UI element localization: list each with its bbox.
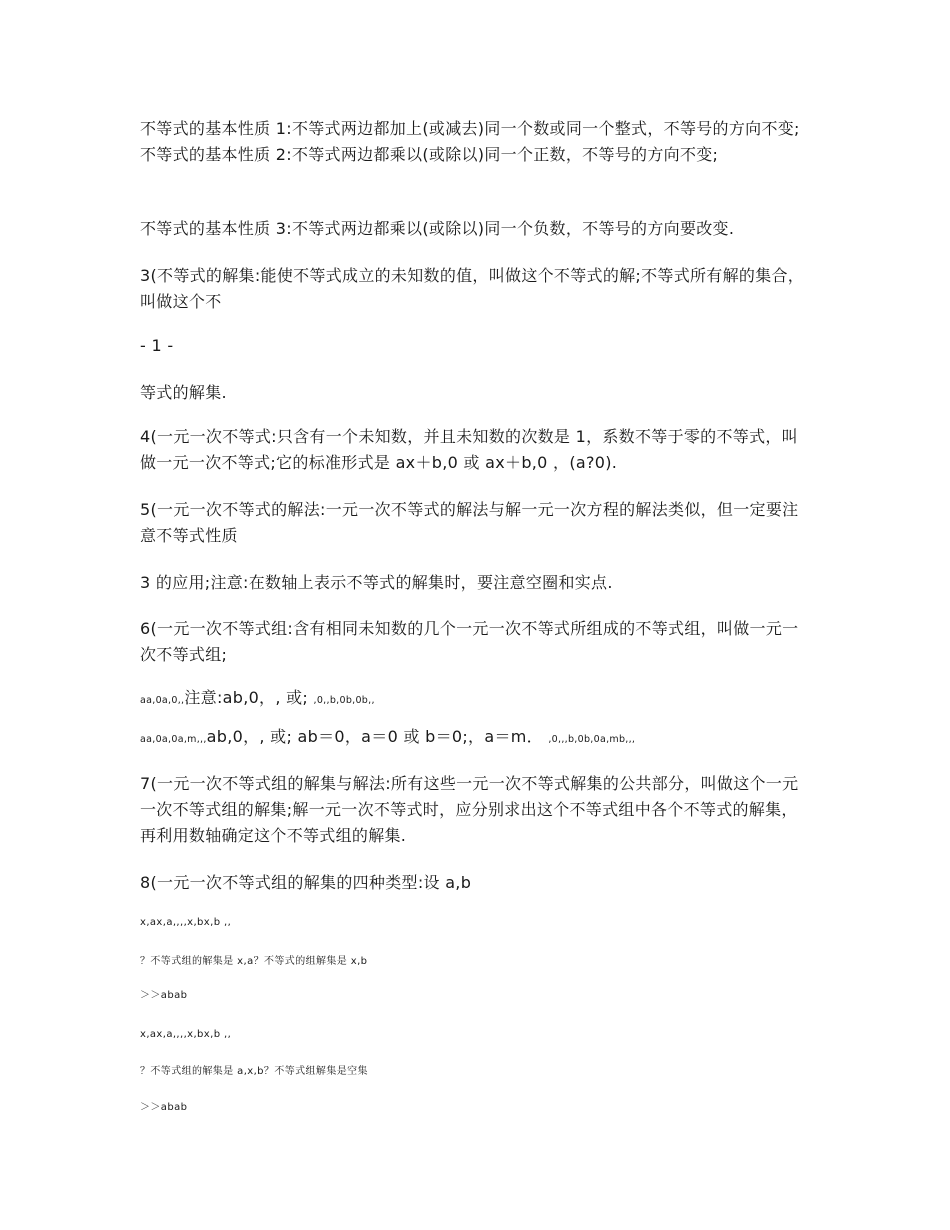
formula-line-1-subscripts: aa,0a,0,,: [140, 695, 185, 706]
small-line-6: ＞＞abab: [140, 1102, 188, 1113]
paragraph-solving-method: 5(一元一次不等式的解法:一元一次不等式的解法与解一元一次方程的解法类似，但一定要注意不等式性质: [140, 500, 799, 545]
formula-line-1: [140, 685, 812, 714]
small-line-1: x,ax,a,,,,x,bx,b ,,: [140, 917, 232, 928]
formula-line-2-subscripts: aa,0a,0a,m,,,: [140, 734, 207, 745]
paragraph-four-types: 8(一元一次不等式组的解集的四种类型:设 a,b: [140, 873, 472, 892]
small-line-2: ？不等式组的解集是 x,a？不等式的组解集是 x,b: [140, 956, 368, 967]
formula-line-2: [140, 724, 812, 753]
small-line-5: ？不等式组的解集是 a,x,b？不等式组解集是空集: [140, 1066, 368, 1077]
paragraph-property-1-2: 不等式的基本性质 1:不等式两边都加上(或减去)同一个数或同一个整式，不等号的方向不变; 不等式的基本性质 2:不等式两边都乘以(或除以)同一个正数，不等号的方向不变;: [140, 119, 800, 164]
paragraph-property-3: 不等式的基本性质 3:不等式两边都乘以(或除以)同一个负数，不等号的方向要改变.: [140, 219, 735, 238]
page-number: - 1 -: [140, 336, 174, 355]
formula-line-1-main: 注意:ab,0，, 或;: [184, 688, 309, 707]
paragraph-system-solution: 7(一元一次不等式组的解集与解法:所有这些一元一次不等式解集的公共部分，叫做这个一元一次不等式组的解集;解一元一次不等式时，应分别求出这个不等式组中各个不等式的解集，再利用数轴确定这个不等式组的解集.: [140, 774, 799, 845]
small-line-4: x,ax,a,,,,x,bx,b ,,: [140, 1029, 232, 1040]
small-line-3: ＞＞abab: [140, 990, 188, 1001]
paragraph-linear-inequality: 4(一元一次不等式:只含有一个未知数，并且未知数的次数是 1，系数不等于零的不等式，叫做一元一次不等式;它的标准形式是 ax＋b,0 或 ax＋b,0 ，(a?0).: [140, 427, 798, 472]
paragraph-solution-set-end: 等式的解集.: [140, 383, 227, 402]
paragraph-number-line-note: 3 的应用;注意:在数轴上表示不等式的解集时，要注意空圈和实点.: [140, 573, 613, 592]
paragraph-solution-set-definition: 3(不等式的解集:能使不等式成立的未知数的值，叫做这个不等式的解;不等式所有解的集合，叫做这个不: [140, 266, 805, 311]
paragraph-inequality-system: 6(一元一次不等式组:含有相同未知数的几个一元一次不等式所组成的不等式组，叫做一元一次不等式组;: [140, 619, 799, 664]
formula-line-2-main: ab,0，, 或; ab＝0，a＝0 或 b＝0;，a＝m．: [206, 727, 543, 746]
formula-line-2-tail: ,0,,,b,0b,0a,mb,,,: [548, 734, 636, 745]
formula-line-1-tail: ,0,,b,0b,0b,,: [313, 695, 375, 706]
